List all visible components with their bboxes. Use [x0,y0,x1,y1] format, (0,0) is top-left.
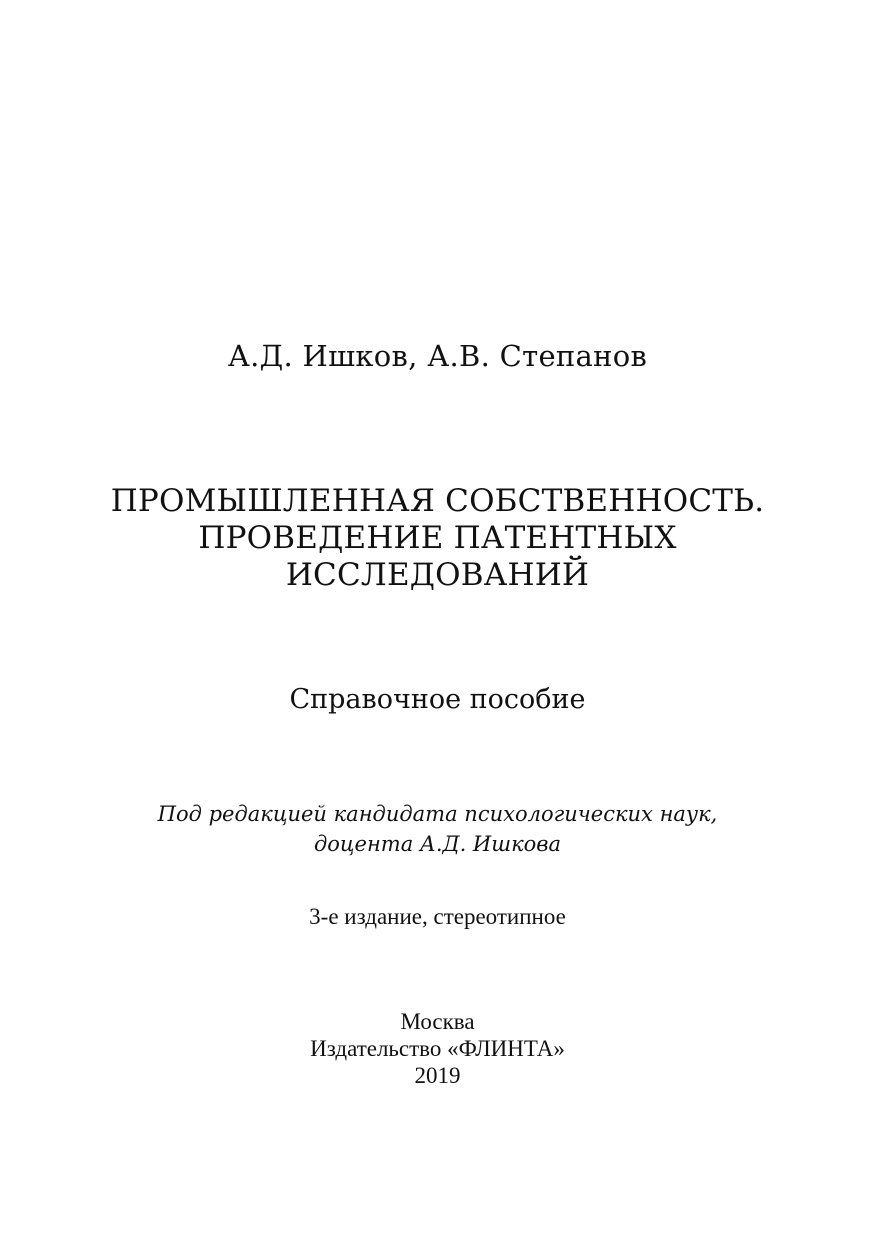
book-subtitle: Справочное пособие [289,684,586,715]
imprint-publisher: Издательство «ФЛИНТА» [310,1036,565,1061]
editor-note-line-1: Под редакцией кандидата психологических наук, [157,802,718,826]
editor-note [0,799,875,859]
authors: А.Д. Ишков, А.В. Степанов [227,339,648,373]
imprint-year: 2019 [414,1063,461,1088]
edition-note: 3-е издание, стереотипное [309,904,566,929]
imprint-city: Москва [400,1009,475,1034]
editor-note-line-2: доцента А.Д. Ишкова [313,832,562,856]
book-title-line-1: ПРОМЫШЛЕННАЯ СОБСТВЕННОСТЬ. [110,483,765,519]
book-title [0,483,875,594]
book-title-line-2: ПРОВЕДЕНИЕ ПАТЕНТНЫХ [198,520,677,556]
imprint [0,1008,875,1089]
book-title-line-3: ИССЛЕДОВАНИЙ [285,557,590,593]
